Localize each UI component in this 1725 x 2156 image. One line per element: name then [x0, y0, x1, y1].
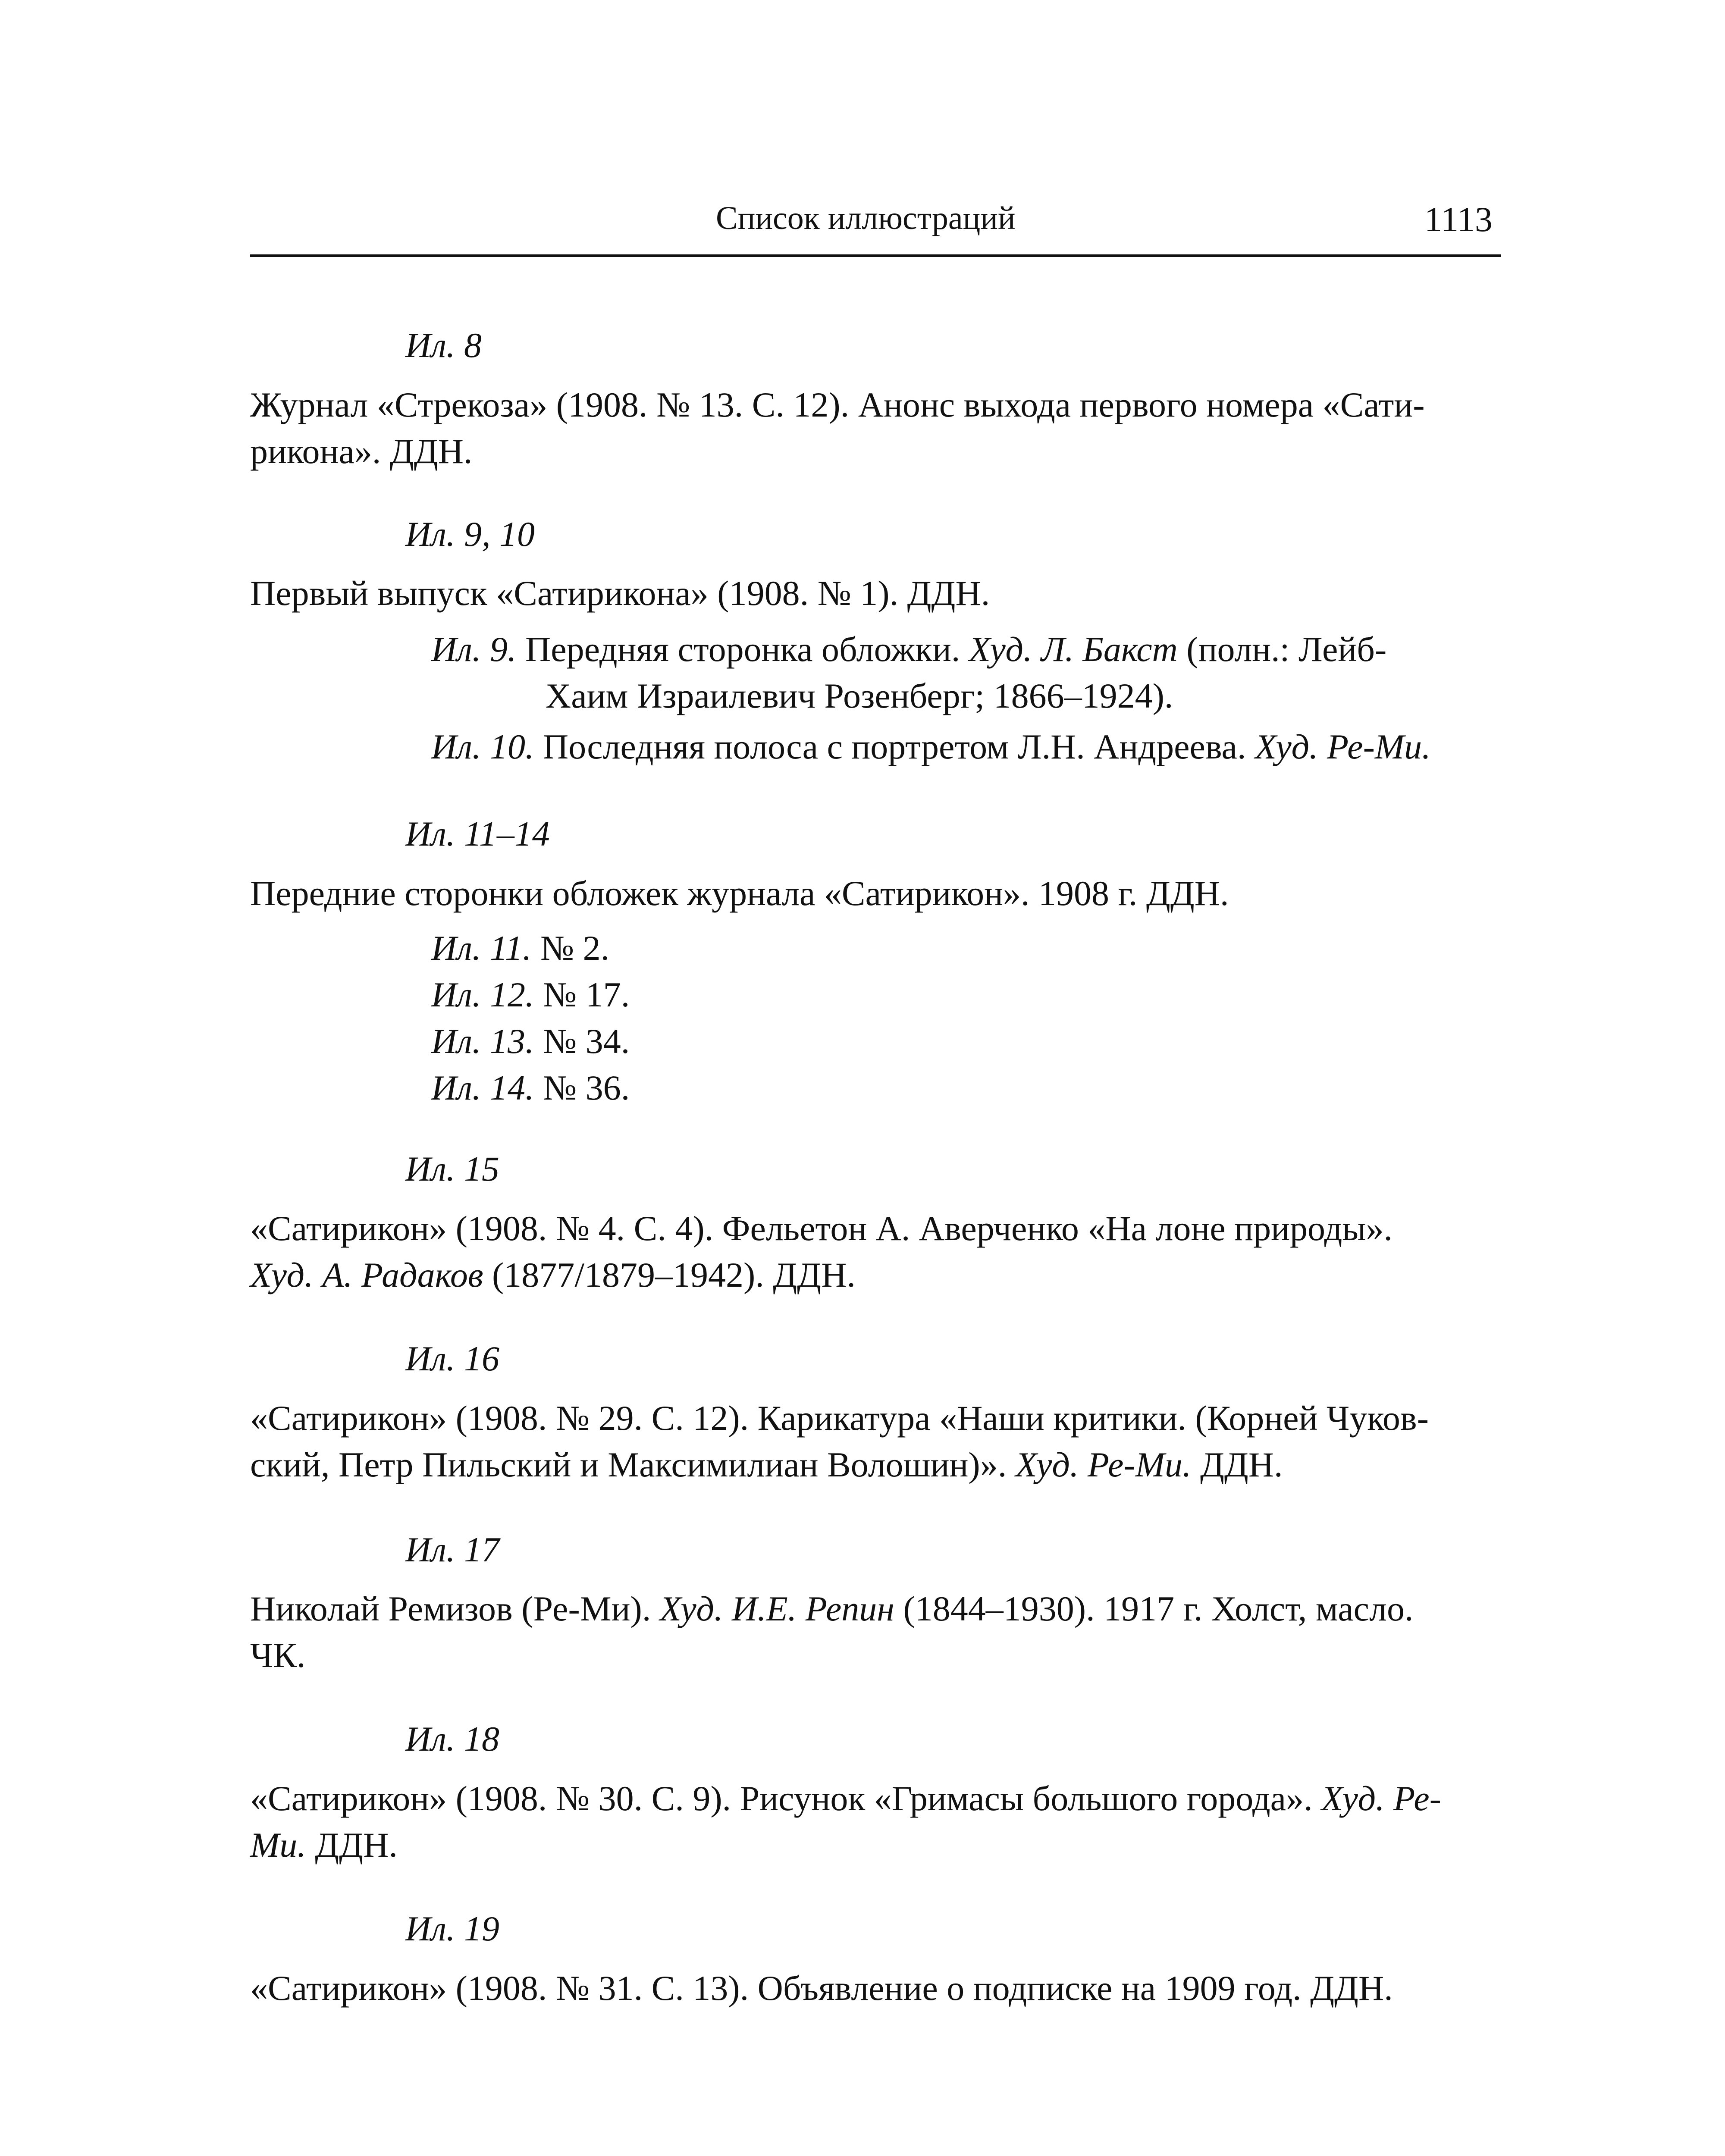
sub-item-label: Ил. 10.: [431, 727, 534, 766]
entry-text: (1844–1930). 1917 г. Холст, масло.: [903, 1589, 1414, 1628]
entry-line: рикона». ДДН.: [250, 432, 473, 471]
entry-label: Ил. 9, 10: [405, 514, 535, 554]
sub-item-text: № 17.: [543, 975, 630, 1014]
artist-credit: Худ. И.Е. Репин: [659, 1589, 894, 1628]
sub-item: [431, 724, 1431, 770]
entry-line: «Сатирикон» (1908. № 31. С. 13). Объявление о подписке на 1909 год. ДДН.: [250, 1968, 1393, 2008]
page-number: 1113: [1424, 200, 1493, 239]
entry-label: Ил. 8: [405, 326, 482, 365]
entry-line: Передние сторонки обложек журнала «Сатирикон». 1908 г. ДДН.: [250, 874, 1229, 913]
artist-credit: Худ. Ре-Ми.: [1255, 727, 1431, 766]
artist-credit: Худ. Ре-Ми.: [1015, 1445, 1192, 1484]
entry-text: «Сатирикон» (1908. № 30. С. 9). Рисунок «Гримасы большого города».: [250, 1779, 1313, 1818]
entry-line: [250, 1442, 1501, 1488]
entry-line: [250, 1822, 1501, 1868]
artist-credit: Худ. Л. Бакст: [969, 630, 1178, 669]
entry-line: «Сатирикон» (1908. № 29. С. 12). Карикатура «Наши критики. (Корней Чуков-: [250, 1398, 1429, 1438]
entry-label: Ил. 17: [405, 1530, 499, 1569]
artist-credit: Ми.: [250, 1825, 306, 1865]
sub-item: [431, 1065, 630, 1111]
sub-item-text: Последняя полоса с портретом Л.Н. Андреева.: [543, 727, 1246, 766]
sub-item-label: Ил. 9.: [431, 630, 517, 669]
sub-item: [431, 626, 1386, 673]
sub-item-text: № 34.: [543, 1022, 630, 1061]
entry-line: [250, 1252, 1501, 1298]
entry-text: ДДН.: [315, 1825, 398, 1865]
entry-text: ДДН.: [1200, 1445, 1283, 1484]
sub-item-text: № 2.: [540, 928, 610, 968]
artist-credit: Худ. Ре-: [1321, 1779, 1441, 1818]
entry-line: «Сатирикон» (1908. № 4. С. 4). Фельетон А. Аверченко «На лоне природы».: [250, 1209, 1393, 1248]
artist-credit: Худ. А. Радаков: [250, 1255, 483, 1294]
entry-line: [250, 1775, 1501, 1822]
entry-line: [250, 1586, 1501, 1632]
entry-text: ский, Петр Пильский и Максимилиан Волошин)».: [250, 1445, 1007, 1484]
sub-item-text: (полн.: Лейб-: [1186, 630, 1387, 669]
entry-label: Ил. 19: [405, 1909, 499, 1948]
entry-line: Журнал «Стрекоза» (1908. № 13. С. 12). Анонс выхода первого номера «Сати-: [250, 385, 1425, 424]
sub-item-label: Ил. 11.: [431, 928, 532, 968]
entry-label: Ил. 18: [405, 1719, 499, 1758]
sub-item: [431, 971, 630, 1018]
sub-item-label: Ил. 13.: [431, 1022, 534, 1061]
entry-label: Ил. 11–14: [405, 814, 550, 853]
header-title: Список иллюстраций: [716, 200, 1016, 236]
sub-item-label: Ил. 12.: [431, 975, 534, 1014]
entry-text: (1877/1879–1942). ДДН.: [492, 1255, 856, 1294]
sub-item-text: Передняя сторонка обложки.: [525, 630, 960, 669]
header-rule: [250, 254, 1501, 257]
sub-item-text: № 36.: [543, 1068, 630, 1107]
entry-line: Первый выпуск «Сатирикона» (1908. № 1). ДДН.: [250, 573, 990, 613]
sub-item-label: Ил. 14.: [431, 1068, 534, 1107]
entry-label: Ил. 15: [405, 1149, 499, 1188]
entry-text: Николай Ремизов (Ре-Ми).: [250, 1589, 651, 1628]
sub-item: [431, 925, 609, 971]
entry-label: Ил. 16: [405, 1339, 499, 1378]
sub-item-continuation: Хаим Израилевич Розенберг; 1866–1924).: [546, 676, 1173, 715]
entry-line: ЧК.: [250, 1636, 306, 1675]
sub-item: [431, 1018, 630, 1065]
